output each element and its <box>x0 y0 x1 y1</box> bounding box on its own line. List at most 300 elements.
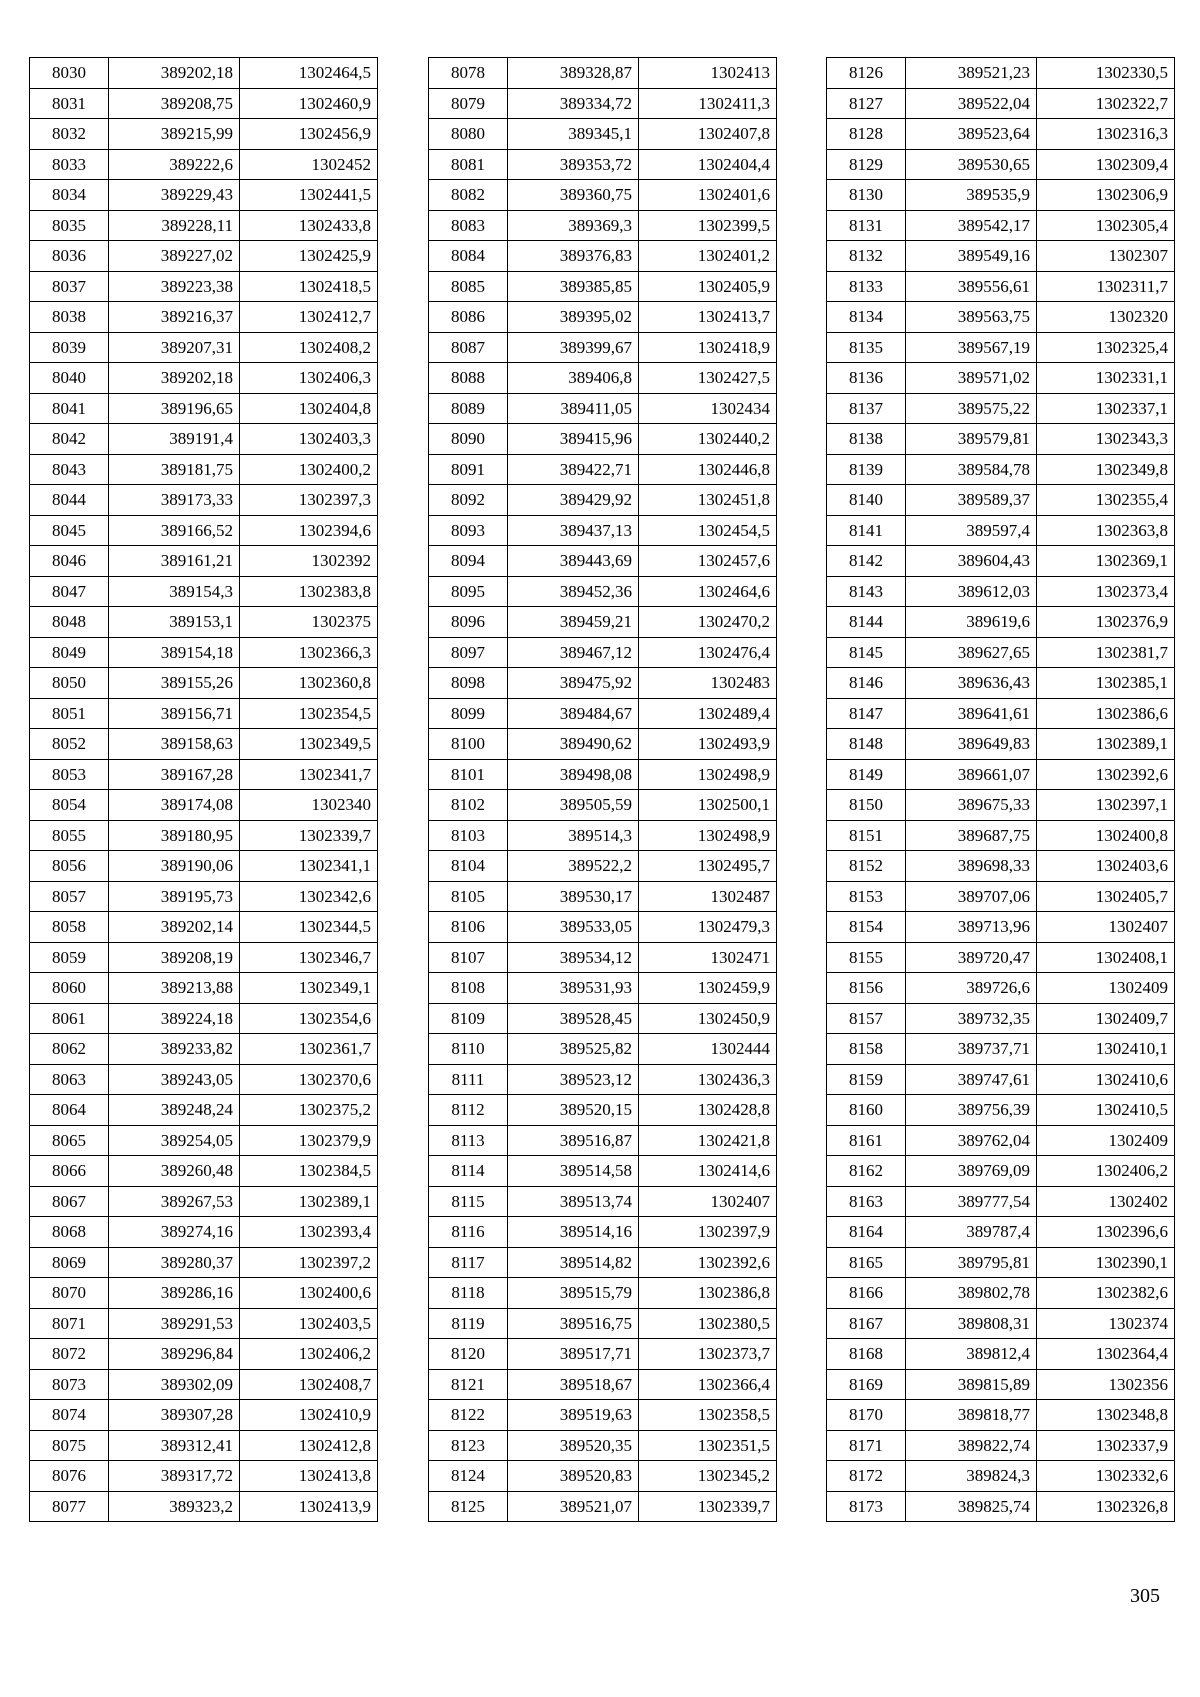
y-coordinate-cell: 1302412,7 <box>240 302 378 333</box>
table-row <box>827 515 1175 546</box>
table-row <box>429 1156 777 1187</box>
y-coordinate-cell: 1302405,7 <box>1037 881 1175 912</box>
point-number-cell: 8112 <box>429 1095 508 1126</box>
y-coordinate-cell: 1302410,5 <box>1037 1095 1175 1126</box>
y-coordinate-cell: 1302349,5 <box>240 729 378 760</box>
y-coordinate-cell: 1302403,3 <box>240 424 378 455</box>
y-coordinate-cell: 1302489,4 <box>639 698 777 729</box>
point-number-cell: 8140 <box>827 485 906 516</box>
y-coordinate-cell: 1302322,7 <box>1037 88 1175 119</box>
point-number-cell: 8079 <box>429 88 508 119</box>
y-coordinate-cell: 1302407,8 <box>639 119 777 150</box>
table-row <box>30 332 378 363</box>
point-number-cell: 8125 <box>429 1491 508 1522</box>
x-coordinate-cell: 389535,9 <box>906 180 1037 211</box>
point-number-cell: 8049 <box>30 637 109 668</box>
y-coordinate-cell: 1302404,8 <box>240 393 378 424</box>
y-coordinate-cell: 1302414,6 <box>639 1156 777 1187</box>
x-coordinate-cell: 389563,75 <box>906 302 1037 333</box>
table-row <box>827 1003 1175 1034</box>
x-coordinate-cell: 389207,31 <box>109 332 240 363</box>
x-coordinate-cell: 389155,26 <box>109 668 240 699</box>
x-coordinate-cell: 389195,73 <box>109 881 240 912</box>
x-coordinate-cell: 389822,74 <box>906 1430 1037 1461</box>
table-row <box>429 515 777 546</box>
table-row <box>30 1095 378 1126</box>
y-coordinate-cell: 1302351,5 <box>639 1430 777 1461</box>
y-coordinate-cell: 1302337,1 <box>1037 393 1175 424</box>
y-coordinate-cell: 1302409,7 <box>1037 1003 1175 1034</box>
table-row <box>827 820 1175 851</box>
table-row <box>827 363 1175 394</box>
table-row <box>827 881 1175 912</box>
point-number-cell: 8077 <box>30 1491 109 1522</box>
y-coordinate-cell: 1302369,1 <box>1037 546 1175 577</box>
y-coordinate-cell: 1302446,8 <box>639 454 777 485</box>
x-coordinate-cell: 389443,69 <box>508 546 639 577</box>
y-coordinate-cell: 1302444 <box>639 1034 777 1065</box>
y-coordinate-cell: 1302374 <box>1037 1308 1175 1339</box>
point-number-cell: 8107 <box>429 942 508 973</box>
table-row <box>30 241 378 272</box>
y-coordinate-cell: 1302406,2 <box>240 1339 378 1370</box>
y-coordinate-cell: 1302441,5 <box>240 180 378 211</box>
x-coordinate-cell: 389518,67 <box>508 1369 639 1400</box>
y-coordinate-cell: 1302390,1 <box>1037 1247 1175 1278</box>
point-number-cell: 8157 <box>827 1003 906 1034</box>
y-coordinate-cell: 1302382,6 <box>1037 1278 1175 1309</box>
point-number-cell: 8031 <box>30 88 109 119</box>
x-coordinate-cell: 389213,88 <box>109 973 240 1004</box>
x-coordinate-cell: 389589,37 <box>906 485 1037 516</box>
point-number-cell: 8163 <box>827 1186 906 1217</box>
table-row <box>827 1156 1175 1187</box>
table-row <box>827 485 1175 516</box>
x-coordinate-cell: 389802,78 <box>906 1278 1037 1309</box>
table-row <box>30 1217 378 1248</box>
table-row <box>827 1430 1175 1461</box>
x-coordinate-cell: 389411,05 <box>508 393 639 424</box>
x-coordinate-cell: 389747,61 <box>906 1064 1037 1095</box>
x-coordinate-cell: 389422,71 <box>508 454 639 485</box>
point-number-cell: 8082 <box>429 180 508 211</box>
y-coordinate-cell: 1302363,8 <box>1037 515 1175 546</box>
point-number-cell: 8142 <box>827 546 906 577</box>
point-number-cell: 8044 <box>30 485 109 516</box>
point-number-cell: 8116 <box>429 1217 508 1248</box>
coordinates-table-3 <box>826 57 1175 1522</box>
x-coordinate-cell: 389531,93 <box>508 973 639 1004</box>
table-row <box>827 1125 1175 1156</box>
point-number-cell: 8070 <box>30 1278 109 1309</box>
table-row <box>30 698 378 729</box>
x-coordinate-cell: 389180,95 <box>109 820 240 851</box>
x-coordinate-cell: 389467,12 <box>508 637 639 668</box>
x-coordinate-cell: 389353,72 <box>508 149 639 180</box>
table-row <box>30 88 378 119</box>
y-coordinate-cell: 1302400,8 <box>1037 820 1175 851</box>
y-coordinate-cell: 1302344,5 <box>240 912 378 943</box>
x-coordinate-cell: 389726,6 <box>906 973 1037 1004</box>
table-row <box>827 1491 1175 1522</box>
y-coordinate-cell: 1302341,7 <box>240 759 378 790</box>
y-coordinate-cell: 1302349,1 <box>240 973 378 1004</box>
point-number-cell: 8169 <box>827 1369 906 1400</box>
table-row <box>429 1095 777 1126</box>
point-number-cell: 8126 <box>827 58 906 89</box>
table-row <box>429 424 777 455</box>
table-row <box>30 1491 378 1522</box>
x-coordinate-cell: 389156,71 <box>109 698 240 729</box>
x-coordinate-cell: 389274,16 <box>109 1217 240 1248</box>
y-coordinate-cell: 1302413,7 <box>639 302 777 333</box>
point-number-cell: 8076 <box>30 1461 109 1492</box>
point-number-cell: 8115 <box>429 1186 508 1217</box>
x-coordinate-cell: 389233,82 <box>109 1034 240 1065</box>
x-coordinate-cell: 389523,12 <box>508 1064 639 1095</box>
x-coordinate-cell: 389769,09 <box>906 1156 1037 1187</box>
x-coordinate-cell: 389222,6 <box>109 149 240 180</box>
y-coordinate-cell: 1302407 <box>639 1186 777 1217</box>
x-coordinate-cell: 389415,96 <box>508 424 639 455</box>
x-coordinate-cell: 389181,75 <box>109 454 240 485</box>
point-number-cell: 8043 <box>30 454 109 485</box>
x-coordinate-cell: 389228,11 <box>109 210 240 241</box>
y-coordinate-cell: 1302498,9 <box>639 820 777 851</box>
x-coordinate-cell: 389243,05 <box>109 1064 240 1095</box>
x-coordinate-cell: 389520,83 <box>508 1461 639 1492</box>
point-number-cell: 8131 <box>827 210 906 241</box>
table-row <box>429 1278 777 1309</box>
point-number-cell: 8122 <box>429 1400 508 1431</box>
y-coordinate-cell: 1302436,3 <box>639 1064 777 1095</box>
point-number-cell: 8091 <box>429 454 508 485</box>
table-row <box>30 424 378 455</box>
table-row <box>30 881 378 912</box>
y-coordinate-cell: 1302487 <box>639 881 777 912</box>
y-coordinate-cell: 1302454,5 <box>639 515 777 546</box>
y-coordinate-cell: 1302418,9 <box>639 332 777 363</box>
table-row <box>429 332 777 363</box>
y-coordinate-cell: 1302373,7 <box>639 1339 777 1370</box>
x-coordinate-cell: 389762,04 <box>906 1125 1037 1156</box>
table-row <box>429 1003 777 1034</box>
point-number-cell: 8109 <box>429 1003 508 1034</box>
table-row <box>429 149 777 180</box>
y-coordinate-cell: 1302397,3 <box>240 485 378 516</box>
x-coordinate-cell: 389202,18 <box>109 58 240 89</box>
point-number-cell: 8136 <box>827 363 906 394</box>
x-coordinate-cell: 389513,74 <box>508 1186 639 1217</box>
table-row <box>30 851 378 882</box>
table-row <box>827 851 1175 882</box>
table-row <box>827 241 1175 272</box>
point-number-cell: 8101 <box>429 759 508 790</box>
y-coordinate-cell: 1302428,8 <box>639 1095 777 1126</box>
x-coordinate-cell: 389612,03 <box>906 576 1037 607</box>
table-row <box>429 363 777 394</box>
y-coordinate-cell: 1302342,6 <box>240 881 378 912</box>
x-coordinate-cell: 389687,75 <box>906 820 1037 851</box>
point-number-cell: 8047 <box>30 576 109 607</box>
table-row <box>827 1064 1175 1095</box>
y-coordinate-cell: 1302500,1 <box>639 790 777 821</box>
point-number-cell: 8130 <box>827 180 906 211</box>
x-coordinate-cell: 389323,2 <box>109 1491 240 1522</box>
table-row <box>827 88 1175 119</box>
x-coordinate-cell: 389166,52 <box>109 515 240 546</box>
x-coordinate-cell: 389498,08 <box>508 759 639 790</box>
table-row <box>429 973 777 1004</box>
table-row <box>429 180 777 211</box>
point-number-cell: 8133 <box>827 271 906 302</box>
point-number-cell: 8039 <box>30 332 109 363</box>
x-coordinate-cell: 389584,78 <box>906 454 1037 485</box>
point-number-cell: 8117 <box>429 1247 508 1278</box>
x-coordinate-cell: 389360,75 <box>508 180 639 211</box>
table-row <box>827 1186 1175 1217</box>
point-number-cell: 8092 <box>429 485 508 516</box>
point-number-cell: 8144 <box>827 607 906 638</box>
point-number-cell: 8102 <box>429 790 508 821</box>
table-row <box>429 668 777 699</box>
point-number-cell: 8030 <box>30 58 109 89</box>
point-number-cell: 8146 <box>827 668 906 699</box>
x-coordinate-cell: 389202,18 <box>109 363 240 394</box>
point-number-cell: 8085 <box>429 271 508 302</box>
y-coordinate-cell: 1302399,5 <box>639 210 777 241</box>
x-coordinate-cell: 389522,2 <box>508 851 639 882</box>
x-coordinate-cell: 389825,74 <box>906 1491 1037 1522</box>
point-number-cell: 8108 <box>429 973 508 1004</box>
table-row <box>827 1034 1175 1065</box>
point-number-cell: 8138 <box>827 424 906 455</box>
table-row <box>827 1278 1175 1309</box>
point-number-cell: 8149 <box>827 759 906 790</box>
x-coordinate-cell: 389641,61 <box>906 698 1037 729</box>
x-coordinate-cell: 389713,96 <box>906 912 1037 943</box>
table-row <box>429 119 777 150</box>
point-number-cell: 8059 <box>30 942 109 973</box>
x-coordinate-cell: 389490,62 <box>508 729 639 760</box>
table-row <box>429 1400 777 1431</box>
table-row <box>429 1186 777 1217</box>
x-coordinate-cell: 389334,72 <box>508 88 639 119</box>
x-coordinate-cell: 389429,92 <box>508 485 639 516</box>
point-number-cell: 8036 <box>30 241 109 272</box>
table-row <box>429 1217 777 1248</box>
table-row <box>827 668 1175 699</box>
y-coordinate-cell: 1302366,3 <box>240 637 378 668</box>
point-number-cell: 8172 <box>827 1461 906 1492</box>
point-number-cell: 8143 <box>827 576 906 607</box>
x-coordinate-cell: 389533,05 <box>508 912 639 943</box>
y-coordinate-cell: 1302433,8 <box>240 210 378 241</box>
y-coordinate-cell: 1302459,9 <box>639 973 777 1004</box>
x-coordinate-cell: 389328,87 <box>508 58 639 89</box>
y-coordinate-cell: 1302460,9 <box>240 88 378 119</box>
table-row <box>429 1034 777 1065</box>
x-coordinate-cell: 389296,84 <box>109 1339 240 1370</box>
x-coordinate-cell: 389619,6 <box>906 607 1037 638</box>
point-number-cell: 8137 <box>827 393 906 424</box>
x-coordinate-cell: 389516,75 <box>508 1308 639 1339</box>
table-row <box>30 363 378 394</box>
table-row <box>429 912 777 943</box>
table-row <box>30 1400 378 1431</box>
point-number-cell: 8156 <box>827 973 906 1004</box>
table-row <box>30 210 378 241</box>
table-row <box>30 180 378 211</box>
point-number-cell: 8114 <box>429 1156 508 1187</box>
y-coordinate-cell: 1302383,8 <box>240 576 378 607</box>
y-coordinate-cell: 1302405,9 <box>639 271 777 302</box>
table-row <box>429 271 777 302</box>
x-coordinate-cell: 389437,13 <box>508 515 639 546</box>
point-number-cell: 8171 <box>827 1430 906 1461</box>
table-row <box>827 149 1175 180</box>
point-number-cell: 8075 <box>30 1430 109 1461</box>
x-coordinate-cell: 389720,47 <box>906 942 1037 973</box>
x-coordinate-cell: 389475,92 <box>508 668 639 699</box>
point-number-cell: 8173 <box>827 1491 906 1522</box>
table-row <box>429 1064 777 1095</box>
table-row <box>429 241 777 272</box>
point-number-cell: 8058 <box>30 912 109 943</box>
x-coordinate-cell: 389514,3 <box>508 820 639 851</box>
y-coordinate-cell: 1302406,2 <box>1037 1156 1175 1187</box>
y-coordinate-cell: 1302375 <box>240 607 378 638</box>
x-coordinate-cell: 389406,8 <box>508 363 639 394</box>
point-number-cell: 8129 <box>827 149 906 180</box>
table-row <box>827 424 1175 455</box>
y-coordinate-cell: 1302410,1 <box>1037 1034 1175 1065</box>
x-coordinate-cell: 389737,71 <box>906 1034 1037 1065</box>
y-coordinate-cell: 1302413,8 <box>240 1461 378 1492</box>
table-row <box>827 759 1175 790</box>
table-row <box>827 1369 1175 1400</box>
y-coordinate-cell: 1302360,8 <box>240 668 378 699</box>
y-coordinate-cell: 1302389,1 <box>1037 729 1175 760</box>
y-coordinate-cell: 1302305,4 <box>1037 210 1175 241</box>
x-coordinate-cell: 389575,22 <box>906 393 1037 424</box>
point-number-cell: 8162 <box>827 1156 906 1187</box>
x-coordinate-cell: 389698,33 <box>906 851 1037 882</box>
y-coordinate-cell: 1302307 <box>1037 241 1175 272</box>
table-row <box>827 180 1175 211</box>
x-coordinate-cell: 389385,85 <box>508 271 639 302</box>
y-coordinate-cell: 1302370,6 <box>240 1064 378 1095</box>
point-number-cell: 8034 <box>30 180 109 211</box>
point-number-cell: 8095 <box>429 576 508 607</box>
y-coordinate-cell: 1302400,2 <box>240 454 378 485</box>
table-row <box>827 1339 1175 1370</box>
coordinates-table-2 <box>428 57 777 1522</box>
y-coordinate-cell: 1302403,5 <box>240 1308 378 1339</box>
y-coordinate-cell: 1302397,9 <box>639 1217 777 1248</box>
table-row <box>30 1064 378 1095</box>
table-row <box>827 576 1175 607</box>
table-row <box>30 1186 378 1217</box>
x-coordinate-cell: 389190,06 <box>109 851 240 882</box>
y-coordinate-cell: 1302354,6 <box>240 1003 378 1034</box>
point-number-cell: 8060 <box>30 973 109 1004</box>
y-coordinate-cell: 1302401,6 <box>639 180 777 211</box>
x-coordinate-cell: 389519,63 <box>508 1400 639 1431</box>
x-coordinate-cell: 389505,59 <box>508 790 639 821</box>
table-row <box>429 851 777 882</box>
x-coordinate-cell: 389215,99 <box>109 119 240 150</box>
point-number-cell: 8081 <box>429 149 508 180</box>
x-coordinate-cell: 389267,53 <box>109 1186 240 1217</box>
x-coordinate-cell: 389312,41 <box>109 1430 240 1461</box>
x-coordinate-cell: 389369,3 <box>508 210 639 241</box>
y-coordinate-cell: 1302412,8 <box>240 1430 378 1461</box>
point-number-cell: 8032 <box>30 119 109 150</box>
table-row <box>827 942 1175 973</box>
table-row <box>30 1247 378 1278</box>
point-number-cell: 8072 <box>30 1339 109 1370</box>
y-coordinate-cell: 1302361,7 <box>240 1034 378 1065</box>
y-coordinate-cell: 1302410,9 <box>240 1400 378 1431</box>
table-row <box>30 576 378 607</box>
x-coordinate-cell: 389522,04 <box>906 88 1037 119</box>
table-row <box>827 912 1175 943</box>
table-row <box>30 1339 378 1370</box>
table-row <box>30 637 378 668</box>
x-coordinate-cell: 389161,21 <box>109 546 240 577</box>
table-row <box>429 1339 777 1370</box>
y-coordinate-cell: 1302389,1 <box>240 1186 378 1217</box>
table-row <box>30 1034 378 1065</box>
y-coordinate-cell: 1302464,6 <box>639 576 777 607</box>
y-coordinate-cell: 1302495,7 <box>639 851 777 882</box>
y-coordinate-cell: 1302376,9 <box>1037 607 1175 638</box>
table-row <box>30 1461 378 1492</box>
x-coordinate-cell: 389521,07 <box>508 1491 639 1522</box>
point-number-cell: 8090 <box>429 424 508 455</box>
table-row <box>827 973 1175 1004</box>
x-coordinate-cell: 389158,63 <box>109 729 240 760</box>
point-number-cell: 8124 <box>429 1461 508 1492</box>
point-number-cell: 8038 <box>30 302 109 333</box>
table-row <box>429 58 777 89</box>
x-coordinate-cell: 389191,4 <box>109 424 240 455</box>
point-number-cell: 8094 <box>429 546 508 577</box>
table-row <box>827 1247 1175 1278</box>
x-coordinate-cell: 389223,38 <box>109 271 240 302</box>
x-coordinate-cell: 389675,33 <box>906 790 1037 821</box>
y-coordinate-cell: 1302404,4 <box>639 149 777 180</box>
x-coordinate-cell: 389661,07 <box>906 759 1037 790</box>
y-coordinate-cell: 1302452 <box>240 149 378 180</box>
y-coordinate-cell: 1302400,6 <box>240 1278 378 1309</box>
x-coordinate-cell: 389707,06 <box>906 881 1037 912</box>
table-row <box>827 332 1175 363</box>
x-coordinate-cell: 389514,82 <box>508 1247 639 1278</box>
x-coordinate-cell: 389307,28 <box>109 1400 240 1431</box>
y-coordinate-cell: 1302386,8 <box>639 1278 777 1309</box>
x-coordinate-cell: 389808,31 <box>906 1308 1037 1339</box>
point-number-cell: 8088 <box>429 363 508 394</box>
y-coordinate-cell: 1302434 <box>639 393 777 424</box>
table-row <box>827 1217 1175 1248</box>
point-number-cell: 8037 <box>30 271 109 302</box>
table-row <box>429 88 777 119</box>
point-number-cell: 8054 <box>30 790 109 821</box>
table-row <box>827 393 1175 424</box>
y-coordinate-cell: 1302401,2 <box>639 241 777 272</box>
